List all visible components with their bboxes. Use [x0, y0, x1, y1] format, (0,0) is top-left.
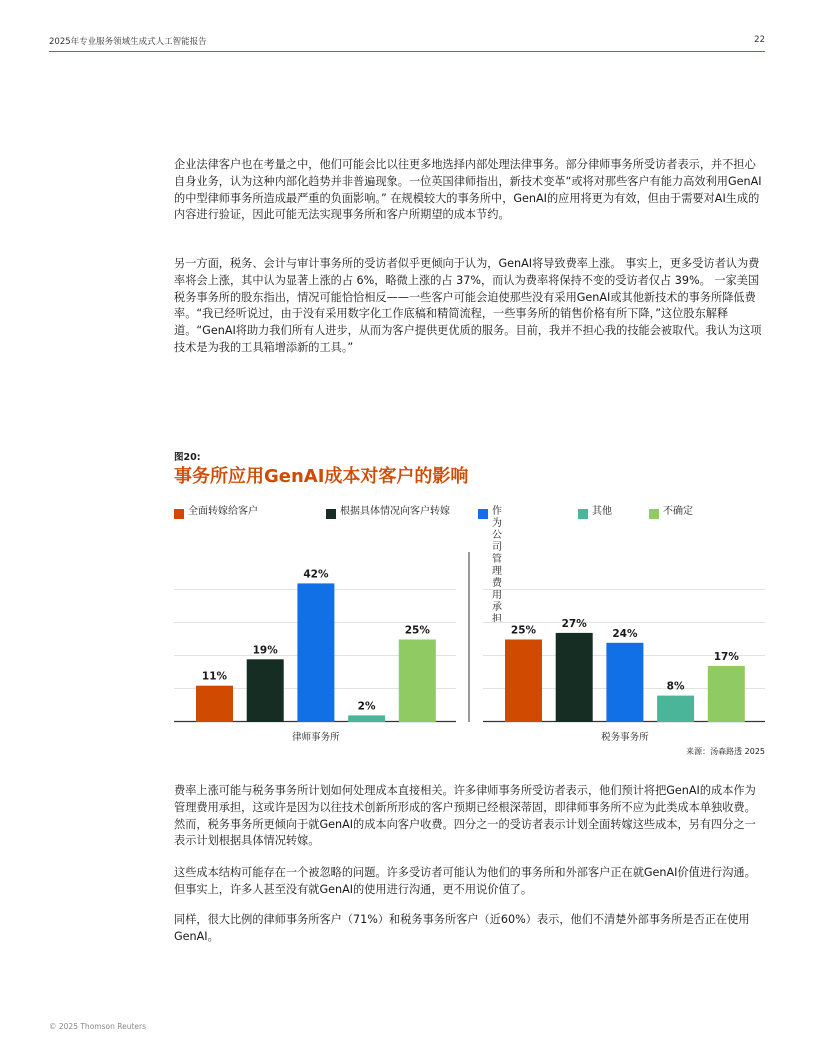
body-paragraph: 这些成本结构可能存在一个被忽略的问题。许多受访者可能认为他们的事务所和外部客户正在就GenAI价值进行沟通。但事实上，许多人甚至没有就GenAI的使用进行沟通，更不用说价值了。 [174, 866, 756, 896]
data-label: 42% [303, 568, 329, 581]
legend-label: 根据具体情况向客户转嫁 [340, 506, 450, 517]
bar [297, 583, 334, 722]
report-title: 2025年专业服务领域生成式人工智能报告 [49, 37, 207, 47]
legend-swatch [649, 509, 659, 519]
page-header [49, 33, 765, 52]
data-label: 2% [357, 700, 376, 713]
bar [196, 686, 233, 722]
category-label: 税务事务所 [601, 732, 649, 743]
data-label: 8% [666, 680, 685, 693]
figure-title: 事务所应用GenAI成本对客户的影响 [174, 466, 469, 487]
bar-chart [0, 540, 816, 745]
data-label: 27% [561, 617, 587, 630]
figure-label: 图20: [174, 452, 201, 463]
figure-source: 来源：汤森路透 2025 [686, 747, 765, 756]
legend-swatch [478, 509, 488, 519]
bar [247, 659, 284, 722]
legend-swatch [578, 509, 588, 519]
data-label: 11% [201, 670, 228, 683]
page-number: 22 [754, 35, 765, 45]
bar [556, 633, 593, 722]
body-paragraph: 费率上涨可能与税务事务所计划如何处理成本直接相关。许多律师事务所受访者表示，他们预计将把GenAI的成本作为管理费用承担，这或许是因为以往技术创新所形成的客户预期已经根深蒂固，即律师事务所不应为此类成本单独收费。然而，税务事务所更倾向于就GenAI的成本向客户收费。四分之一的受访者表示计划全面转嫁这些成本，另有四分之一表示计划根据具体情况转嫁。 [174, 784, 756, 848]
body-paragraph: 企业法律客户也在考量之中，他们可能会比以往更多地选择内部处理法律事务。部分律师事务所受访者表示，并不担心自身业务，认为这种内部化趋势并非普遍现象。一位英国律师指出，新技术变革“或将对那些客户有能力高效利用GenAI的中型律师事务所造成最严重的负面影响。” 在规模较大的事务所中，GenAI的应用将更为有效，但由于需要对AI生成的内容进行验证，因此可能无法实现事务所和客户所期望的成本节约。 [174, 158, 762, 222]
data-label: 19% [252, 644, 278, 657]
bar [348, 715, 385, 722]
legend-label: 其他 [592, 506, 612, 517]
bar [505, 640, 542, 723]
category-label: 律师事务所 [292, 732, 340, 743]
legend-swatch [174, 509, 184, 519]
data-label: 24% [612, 627, 638, 640]
bar [399, 640, 436, 723]
legend-swatch [326, 509, 336, 519]
body-paragraph: 另一方面，税务、会计与审计事务所的受访者似乎更倾向于认为，GenAI将导致费率上涨。 事实上，更多受访者认为费率将会上涨，其中认为显著上涨的占 6%，略微上涨的占 37%，而认为费率将保持不变的受访者仅占 39%。 一家美国税务事务所的股东指出，情况可能恰恰相反——一些客户可能会迫使那些没有采用GenAI或其他新技术的事务所降低费率。“我已经听说过，由于没有采用数字化工作底稿和精简流程，一些事务所的销售价格有所下降，”这位股东解释道。“GenAI将助力我们所有人进步，从而为客户提供更优质的服务。目前，我并不担心我的技能会被取代。我认为这项技术是为我的工具箱增添新的工具。” [174, 257, 762, 354]
legend-label: 作为公司管理 费用承担 [492, 506, 502, 625]
copyright-footer: © 2025 Thomson Reuters [49, 1022, 147, 1031]
legend-label: 全面转嫁给客户 [188, 506, 258, 517]
bar [657, 696, 694, 722]
data-label: 25% [404, 624, 430, 637]
legend-label: 不确定 [663, 506, 693, 517]
bar [708, 666, 745, 722]
bar [606, 643, 643, 722]
data-label: 25% [510, 624, 537, 637]
data-label: 17% [713, 650, 739, 663]
body-paragraph: 同样，很大比例的律师事务所客户（71%）和税务事务所客户（近60%）表示，他们不清楚外部事务所是否正在使用GenAI。 [174, 913, 750, 943]
